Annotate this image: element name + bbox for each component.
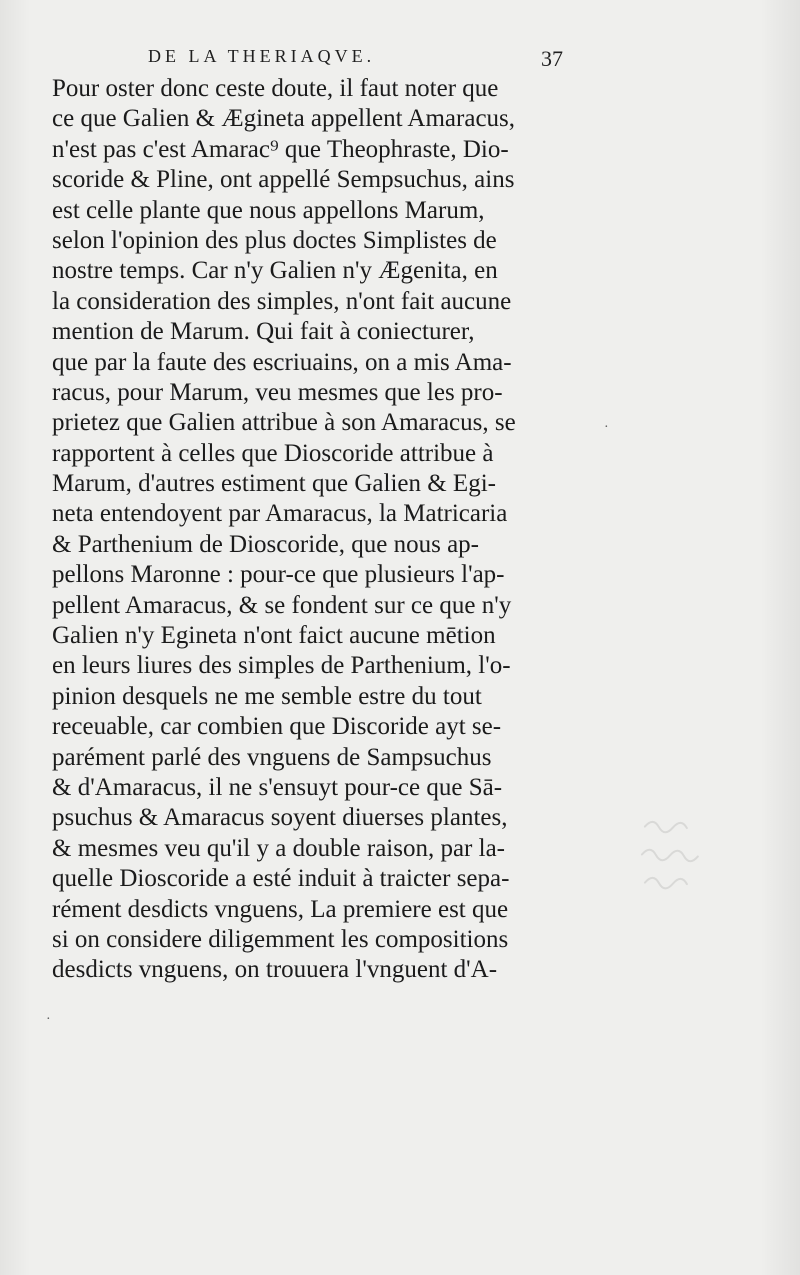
page-number: 37 [541,46,563,71]
body-text [52,74,572,986]
text-line: en leurs liures des simples de Parthenium, l'o- [52,652,511,680]
text-line: la consideration des simples, n'ont fait aucune [52,287,512,315]
running-title: DE LA THERIAQVE. [148,46,376,66]
text-line: parément parlé des vnguens de Sampsuchus [52,743,492,771]
text-line: receuable, car combien que Discoride ayt se- [52,713,502,741]
text-line: pinion desquels ne me semble estre du tout [52,682,482,710]
text-line: rapportent à celles que Dioscoride attribue à [52,439,494,467]
text-line: mention de Marum. Qui fait à coniecturer, [52,318,475,346]
text-line: que par la faute des escriuains, on a mis Ama- [52,348,512,376]
text-line: nostre temps. Car n'y Galien n'y Ægenita, en [52,257,498,285]
text-line: rément desdicts vnguens, La premiere est que [52,895,509,923]
text-line: pellons Maronne : pour-ce que plusieurs l'ap- [52,561,505,589]
speck-mark: · [46,1012,51,1027]
text-line: psuchus & Amaracus soyent diuerses plantes, [52,804,508,832]
text-line: neta entendoyent par Amaracus, la Matricaria [52,500,508,528]
text-line: & Parthenium de Dioscoride, que nous ap- [52,530,479,558]
speck-mark: · [604,420,609,435]
text-line: ce que Galien & Ægineta appellent Amaracus, [52,105,516,133]
text-line: pellent Amaracus, & se fondent sur ce que n'y [52,591,512,619]
show-through-marks [638,806,731,899]
page-edge-shade [760,0,800,1275]
text-line: racus, pour Marum, veu mesmes que les pro- [52,378,503,406]
text-line: Galien n'y Egineta n'ont faict aucune mētion [52,622,496,650]
text-line: selon l'opinion des plus doctes Simplistes de [52,226,497,254]
text-line: scoride & Pline, ont appellé Sempsuchus, ains [52,166,515,194]
text-line: prietez que Galien attribue à son Amaracus, se [52,409,516,437]
text-line: & mesmes veu qu'il y a double raison, par la- [52,834,506,862]
text-line: desdicts vnguens, on trouuera l'vnguent d'A- [52,956,498,984]
text-line: si on considere diligemment les compositions [52,925,509,953]
text-line: & d'Amaracus, il ne s'ensuyt pour-ce que Sā- [52,773,503,801]
text-line: Marum, d'autres estiment que Galien & Egi- [52,470,496,498]
text-line: Pour oster donc ceste doute, il faut noter que [52,75,499,102]
text-line: est celle plante que nous appellons Marum, [52,196,485,224]
text-line: n'est pas c'est Amarac⁹ que Theophraste, Dio- [52,135,509,163]
text-line: quelle Dioscoride a esté induit à traicter sepa- [52,865,510,893]
page-gutter-shade [0,0,30,1275]
